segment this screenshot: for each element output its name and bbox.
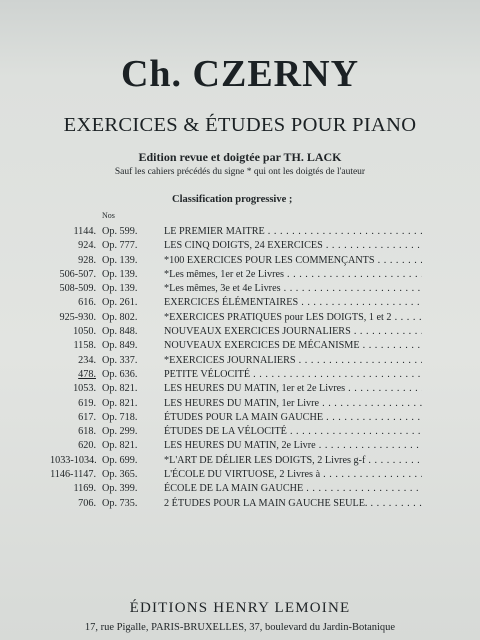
- work-title: EXERCICES ÉLÉMENTAIRES . . .: [164, 296, 422, 310]
- catalogue-number: 1144.: [73, 226, 96, 237]
- catalogue-number: 1033-1034.: [50, 454, 97, 466]
- list-item: [50, 282, 422, 296]
- catalogue-number: 506-507.: [59, 268, 96, 280]
- opus-number: Op. 848.: [102, 326, 138, 338]
- list-item: [50, 311, 422, 325]
- opus-number: Op. 777.: [102, 240, 138, 252]
- opus-number: Op. 299.: [102, 426, 138, 438]
- publisher-name: ÉDITIONS HENRY LEMOINE: [129, 600, 351, 616]
- opus-number: Op. 821.: [102, 383, 138, 395]
- list-item: [50, 439, 422, 453]
- opus-number: Op. 139.: [102, 268, 138, 280]
- work-title: L'ÉCOLE DU VIRTUOSE, 2 Livres à . . .: [164, 468, 422, 482]
- opus-number: Op. 261.: [102, 297, 138, 309]
- work-title: NOUVEAUX EXERCICES DE MÉCANISME . . .: [164, 339, 422, 353]
- work-title: *100 EXERCICES POUR LES COMMENÇANTS . . .: [164, 254, 422, 268]
- catalogue-number: 925-930.: [59, 311, 96, 323]
- catalogue-number: 234.: [78, 354, 96, 366]
- catalogue-number: 617.: [78, 411, 96, 423]
- work-title: *EXERCICES PRATIQUES pour LES DOIGTS, 1 et 2 . . .: [164, 311, 422, 325]
- opus-number: Op. 849.: [102, 340, 138, 352]
- list-item: [50, 239, 422, 253]
- list-item: [50, 482, 422, 496]
- classification-heading: Classification progressive ;: [172, 194, 293, 205]
- work-title: ÉTUDES POUR LA MAIN GAUCHE . . .: [164, 411, 422, 425]
- catalogue-number: 706.: [78, 497, 96, 509]
- opus-number: Op. 699.: [102, 454, 138, 466]
- list-item: [50, 296, 422, 310]
- catalogue-number: 508-509.: [59, 283, 96, 295]
- publisher-address: 17, rue Pigalle, PARIS-BRUXELLES, 37, boulevard du Jardin-Botanique: [84, 622, 396, 633]
- work-title: 2 ÉTUDES POUR LA MAIN GAUCHE SEULE. . . .: [164, 497, 422, 511]
- work-title: LES HEURES DU MATIN, 1er et 2e Livres . . .: [164, 382, 422, 396]
- opus-number: Op. 735.: [102, 497, 138, 509]
- catalogue-number: 1050.: [73, 326, 96, 338]
- opus-number: Op. 599.: [102, 226, 138, 237]
- list-item: [50, 225, 422, 239]
- opus-number: Op. 636.: [102, 368, 138, 380]
- list-item: [50, 368, 422, 382]
- opus-number: Op. 399.: [102, 483, 138, 495]
- edition-subtitle: Edition revue et doigtée par TH. LACK: [138, 150, 342, 164]
- opus-number: Op. 337.: [102, 354, 138, 366]
- opus-number: Op. 802.: [102, 311, 138, 323]
- work-title: LE PREMIER MAITRE . . .: [164, 225, 422, 239]
- work-title: *Les mêmes, 1er et 2e Livres . . .: [164, 268, 422, 282]
- catalogue-number: 924.: [78, 240, 96, 252]
- opus-number: Op. 139.: [102, 283, 138, 295]
- list-item: [50, 411, 422, 425]
- opus-number: Op. 365.: [102, 469, 138, 481]
- work-title: ÉCOLE DE LA MAIN GAUCHE . . .: [164, 482, 422, 496]
- catalogue-number: 619.: [78, 397, 96, 409]
- numbers-column-label: Nos: [102, 211, 115, 220]
- catalogue-number: 1158.: [73, 340, 96, 352]
- work-title: *L'ART DE DÉLIER LES DOIGTS, 2 Livres g-f . . .: [164, 454, 422, 468]
- work-title: ÉTUDES DE LA VÉLOCITÉ . . .: [164, 425, 422, 439]
- list-item: [50, 425, 422, 439]
- work-title: NOUVEAUX EXERCICES JOURNALIERS . . .: [164, 325, 422, 339]
- catalogue-number: 1169.: [73, 483, 96, 495]
- catalogue-number: 478.: [78, 368, 96, 380]
- work-title: *EXERCICES JOURNALIERS . . .: [164, 354, 422, 368]
- catalogue-number: 616.: [78, 297, 96, 309]
- list-item: [50, 339, 422, 353]
- opus-number: Op. 139.: [102, 254, 138, 266]
- work-title: LES CINQ DOIGTS, 24 EXERCICES . . .: [164, 239, 422, 253]
- collection-title: EXERCICES & ÉTUDES POUR PIANO: [63, 114, 417, 136]
- work-title: LES HEURES DU MATIN, 2e Livre . . .: [164, 439, 422, 453]
- work-title: PETITE VÉLOCITÉ . . .: [164, 368, 422, 382]
- list-item: [50, 497, 422, 511]
- work-title: LES HEURES DU MATIN, 1er Livre . . .: [164, 397, 422, 411]
- catalogue-number: 1053.: [73, 383, 96, 395]
- list-item: [50, 397, 422, 411]
- list-item: [50, 454, 422, 468]
- list-item: [50, 468, 422, 482]
- list-item: [50, 382, 422, 396]
- opus-number: Op. 821.: [102, 397, 138, 409]
- catalogue-number: 928.: [78, 254, 96, 266]
- list-item: [50, 325, 422, 339]
- catalogue-list: [50, 225, 422, 511]
- composer-name: Ch. CZERNY: [120, 53, 360, 95]
- list-item: [50, 268, 422, 282]
- list-item: [50, 354, 422, 368]
- fingering-note: Sauf les cahiers précédés du signe * qui ont les doigtés de l'auteur: [114, 167, 366, 177]
- work-title: *Les mêmes, 3e et 4e Livres . . .: [164, 282, 422, 296]
- list-item: [50, 254, 422, 268]
- opus-number: Op. 821.: [102, 440, 138, 452]
- catalogue-number: 620.: [78, 440, 96, 452]
- catalogue-number: 1146-1147.: [50, 469, 96, 481]
- catalogue-number: 618.: [78, 426, 96, 438]
- opus-number: Op. 718.: [102, 411, 138, 423]
